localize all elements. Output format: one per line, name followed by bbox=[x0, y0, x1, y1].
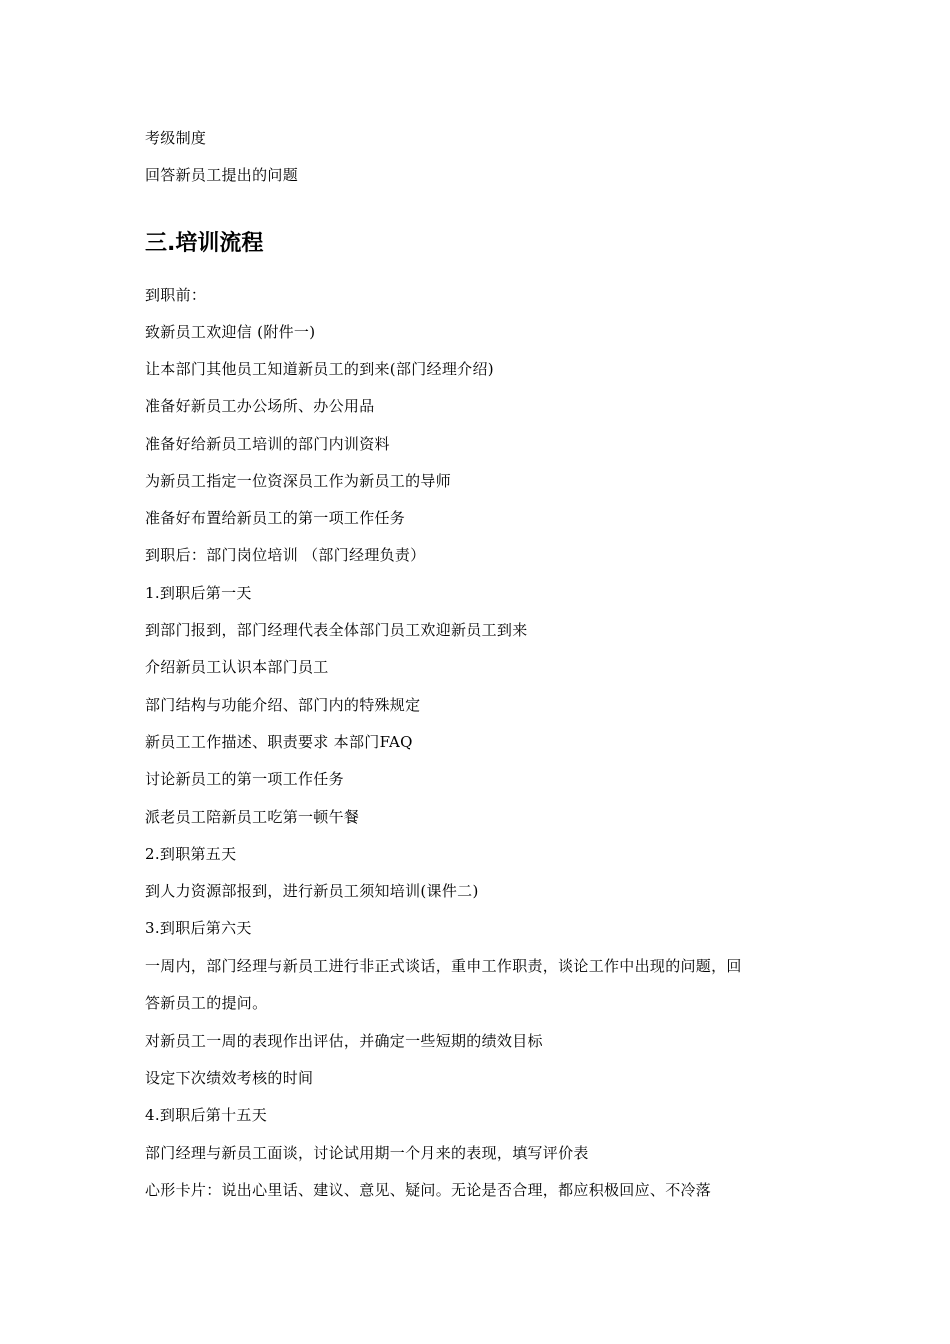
text-line: 4.到职后第十五天 bbox=[145, 1106, 268, 1124]
text-line: 让本部门其他员工知道新员工的到来(部门经理介绍) bbox=[145, 360, 494, 378]
text-line: 介绍新员工认识本部门员工 bbox=[145, 658, 329, 676]
section-heading: 三.培训流程 bbox=[145, 231, 264, 256]
text-line: 致新员工欢迎信 (附件一) bbox=[145, 323, 316, 341]
text-line: 到职前： bbox=[145, 286, 207, 304]
text-line: 准备好新员工办公场所、办公用品 bbox=[145, 397, 375, 415]
text-line: 2.到职第五天 bbox=[145, 845, 237, 863]
text-line: 到人力资源部报到，进行新员工须知培训(课件二) bbox=[145, 882, 479, 900]
text-line: 设定下次绩效考核的时间 bbox=[145, 1069, 314, 1087]
text-line: 准备好给新员工培训的部门内训资料 bbox=[145, 435, 390, 453]
text-line: 心形卡片：说出心里话、建议、意见、疑问。无论是否合理，都应积极回应、不冷落 bbox=[145, 1181, 712, 1199]
text-line: 讨论新员工的第一项工作任务 bbox=[145, 770, 344, 788]
text-line: 回答新员工提出的问题 bbox=[145, 166, 299, 184]
text-line: 部门经理与新员工面谈，讨论试用期一个月来的表现，填写评价表 bbox=[145, 1144, 589, 1162]
text-line: 答新员工的提问。 bbox=[145, 994, 268, 1012]
text-line: 新员工工作描述、职责要求 本部门FAQ bbox=[145, 733, 413, 751]
text-line: 1.到职后第一天 bbox=[145, 584, 252, 602]
text-line: 部门结构与功能介绍、部门内的特殊规定 bbox=[145, 696, 421, 714]
text-line: 考级制度 bbox=[145, 129, 207, 147]
text-line: 派老员工陪新员工吃第一顿午餐 bbox=[145, 808, 360, 826]
text-line: 准备好布置给新员工的第一项工作任务 bbox=[145, 509, 406, 527]
text-line: 一周内，部门经理与新员工进行非正式谈话，重申工作职责，谈论工作中出现的问题，回 bbox=[145, 957, 742, 975]
text-line: 为新员工指定一位资深员工作为新员工的导师 bbox=[145, 472, 452, 490]
text-line: 到部门报到，部门经理代表全体部门员工欢迎新员工到来 bbox=[145, 621, 528, 639]
text-line: 3.到职后第六天 bbox=[145, 919, 252, 937]
text-line: 到职后：部门岗位培训 （部门经理负责） bbox=[145, 546, 426, 564]
text-line: 对新员工一周的表现作出评估，并确定一些短期的绩效目标 bbox=[145, 1032, 543, 1050]
